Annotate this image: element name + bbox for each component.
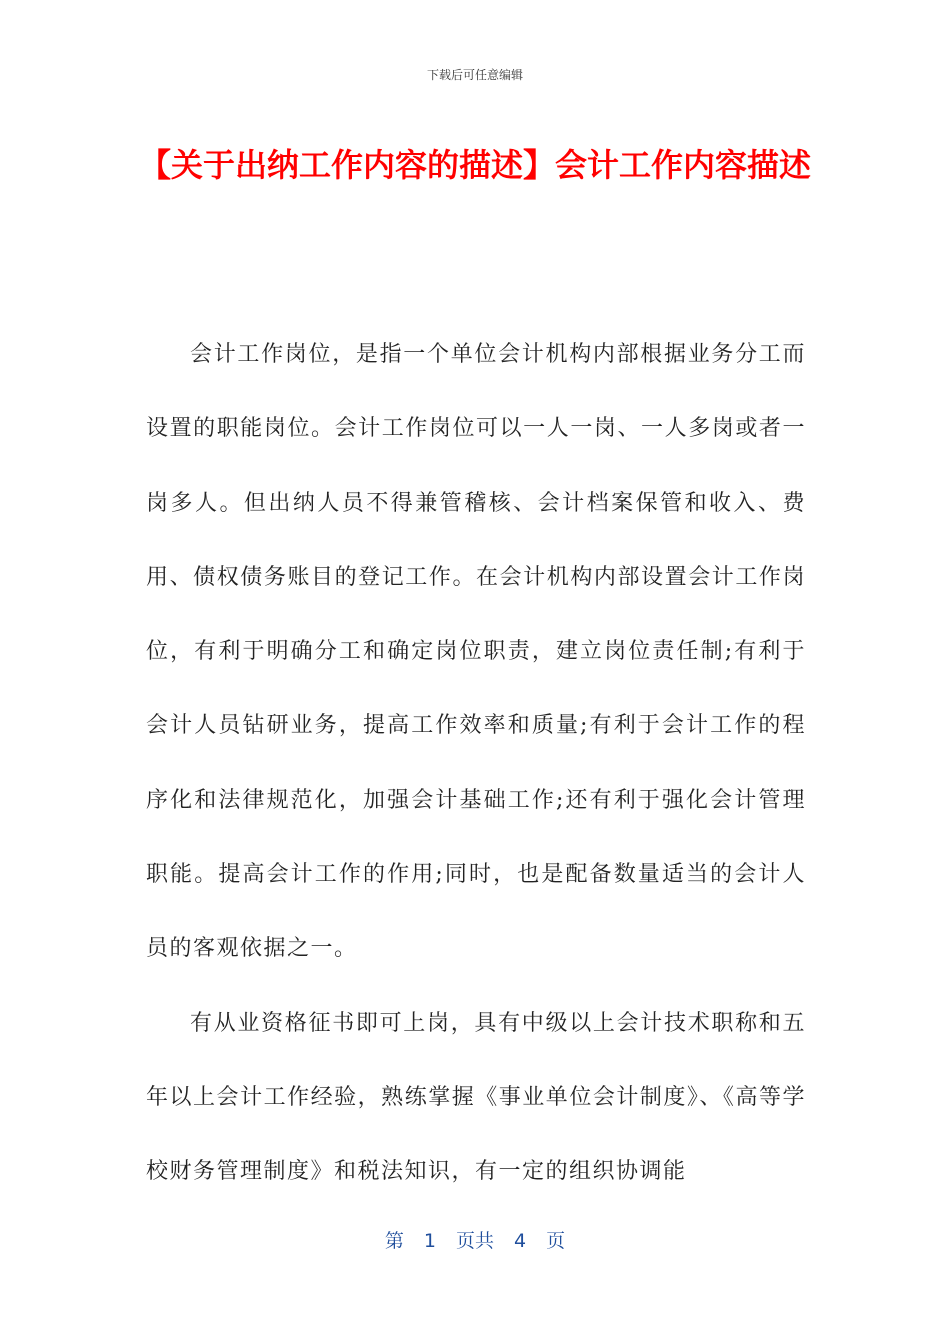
paragraph: 会计工作岗位，是指一个单位会计机构内部根据业务分工而设置的职能岗位。会计工作岗位可以一人一岗、一人多岗或者一岗多人。但出纳人员不得兼管稽核、会计档案保管和收入、费用、债权债务账目的登记工作。在会计机构内部设置会计工作岗位，有利于明确分工和确定岗位职责，建立岗位责任制;有利于会计人员钻研业务，提高工作效率和质量;有利于会计工作的程序化和法律规范化，加强会计基础工作;还有利于强化会计管理职能。提高会计工作的作用;同时，也是配备数量适当的会计人员的客观依据之一。: [146, 342, 806, 962]
page-middle: 页共: [455, 1230, 494, 1252]
paragraph: 有从业资格征书即可上岗，具有中级以上会计技术职称和五年以上会计工作经验，熟练掌握《事业单位会计制度》、《高等学校财务管理制度》和税法知识，有一定的组织协调能: [146, 1010, 806, 1185]
page-suffix: 页: [546, 1230, 566, 1252]
document-body: [146, 318, 806, 1210]
header-note: 下载后可任意编辑: [426, 68, 523, 82]
page-number-footer: [0, 1226, 950, 1253]
page-total: 4: [514, 1230, 527, 1252]
document-title: 【关于出纳工作内容的描述】会计工作内容描述: [138, 146, 811, 184]
page-prefix: 第: [384, 1230, 404, 1252]
page-current: 1: [423, 1230, 436, 1252]
